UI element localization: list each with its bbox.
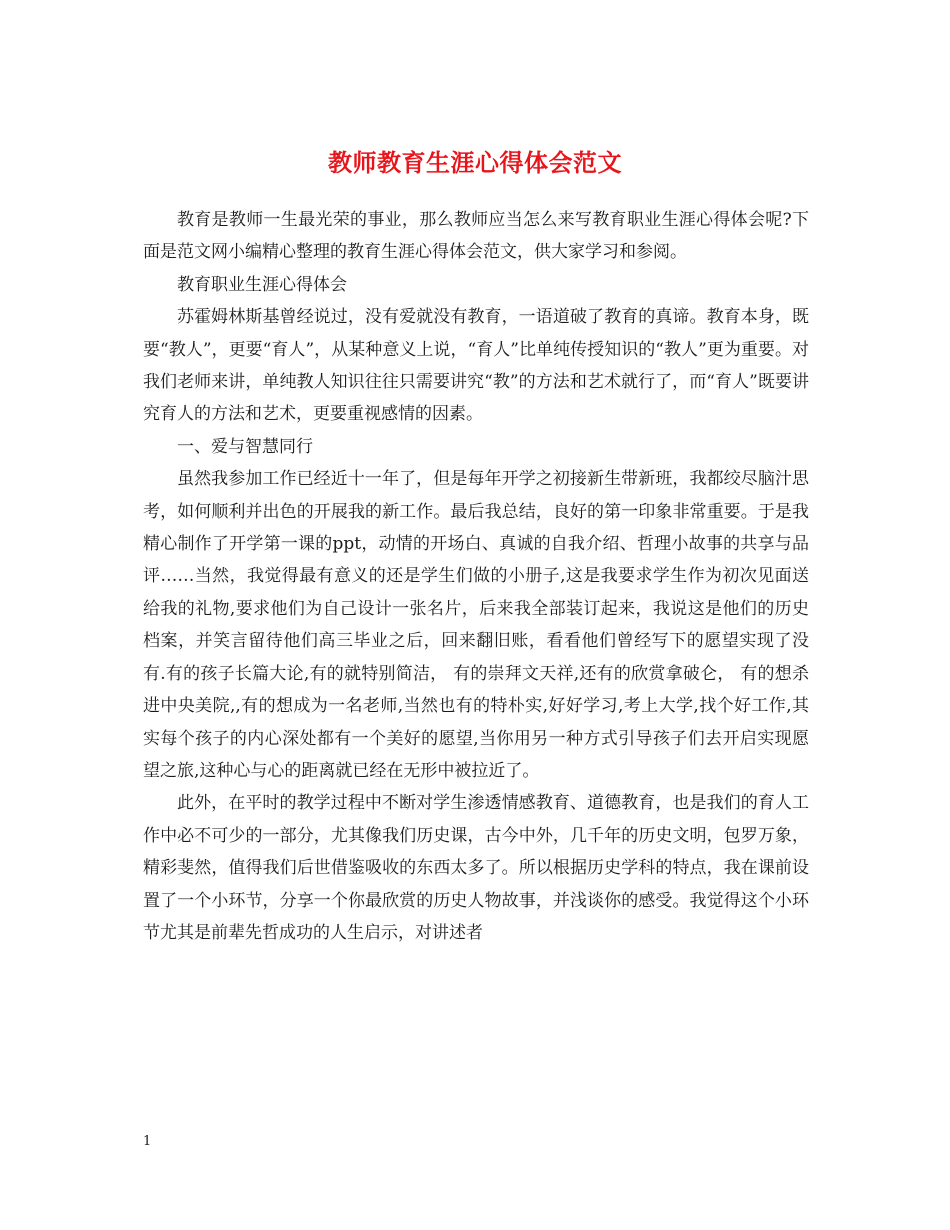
subsection-heading: 一、爱与智慧同行 xyxy=(177,436,313,457)
body-paragraph: 苏霍姆林斯基曾经说过，没有爱就没有教育，一语道破了教育的真谛。教育本身，既要“教人”，更要“育人”，从某种意义上说，“育人”比单纯传授知识的“教人”更为重要。对我们老师来讲，单纯教人知识往往只需要讲究“教”的方法和艺术就行了，而“育人”既要讲究育人的方法和艺术，更要重视感情的因素。 xyxy=(143,307,809,425)
intro-paragraph: 教育是教师一生最光荣的事业，那么教师应当怎么来写教育职业生涯心得体会呢?下面是范文网小编精心整理的教育生涯心得体会范文，供大家学习和参阅。 xyxy=(143,210,809,263)
body-paragraph: 虽然我参加工作已经近十一年了，但是每年开学之初接新生带新班，我都绞尽脑汁思考，如何顺利并出色的开展我的新工作。最后我总结，良好的第一印象非常重要。于是我精心制作了开学第一课的ppt，动情的开场白、真诚的自我介绍、哲理小故事的共享与品评……当然，我觉得最有意义的还是学生们做的小册子,这是我要求学生作为初次见面送给我的礼物,要求他们为自己设计一张名片，后来我全部装订起来，我说这是他们的历史档案，并笑言留待他们高三毕业之后，回来翻旧账，看看他们曾经写下的愿望实现了没有.有的孩子长篇大论,有的就特别简洁， 有的崇拜文天祥,还有的欣赏拿破仑， 有的想杀进中央美院,,有的想成为一名老师,当然也有的特朴实,好好学习,考上大学,找个好工作,其实每个孩子的内心深处都有一个美好的愿望,当你用另一种方式引导孩子们去开启实现愿望之旅,这种心与心的距离就已经在无形中被拉近了。 xyxy=(143,469,809,781)
page-number: 1 xyxy=(143,1134,152,1149)
document-title: 教师教育生涯心得体会范文 xyxy=(328,148,622,178)
body-paragraph: 此外，在平时的教学过程中不断对学生渗透情感教育、道德教育，也是我们的育人工作中必不可少的一部分，尤其像我们历史课，古今中外，几千年的历史文明，包罗万象，精彩斐然，值得我们后世借鉴吸收的东西太多了。所以根据历史学科的特点，我在课前设置了一个小环节，分享一个你最欣赏的历史人物故事，并浅谈你的感受。我觉得这个小环节尤其是前辈先哲成功的人生启示，对讲述者 xyxy=(143,793,809,943)
document-body xyxy=(143,204,809,949)
section-heading: 教育职业生涯心得体会 xyxy=(177,274,347,295)
